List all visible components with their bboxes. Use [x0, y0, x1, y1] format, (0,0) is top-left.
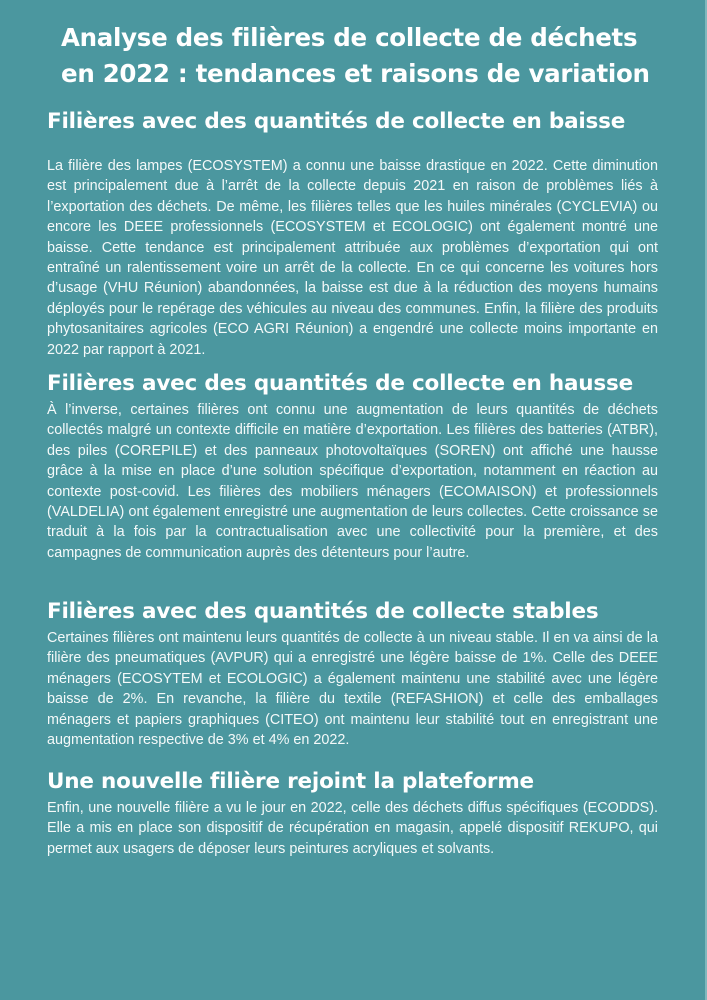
section-body-hausse: À l’inverse, certaines filières ont connu une augmentation de leurs quantités de déchets collectés malgré un contexte difficile en matière d’exportation. Les filières des batteries (ATBR), des piles (COREPILE) et des panneaux photovoltaïques (SOREN) ont affiché une hausse grâce à la mise en place d’une solution spécifique d’exportation, notamment en réaction au contexte post-covid. Les filières des mobiliers ménagers (ECOMAISON) et professionnels (VALDELIA) ont également enregistré une augmentation de leurs collectes. Cette croissance se traduit à la fois par la contractualisation avec une collectivité pour la première, et des campagnes de communication auprès des détenteurs pour l’autre. [47, 402, 658, 561]
section-heading-baisse: Filières avec des quantités de collecte en baisse [47, 109, 626, 134]
section-body-baisse: La filière des lampes (ECOSYSTEM) a connu une baisse drastique en 2022. Cette diminution est principalement due à l’arrêt de la collecte depuis 2021 en raison de problèmes liés à l’exportation des déchets. De même, les filières telles que les huiles minérales (CYCLEVIA) ou encore les DEEE professionnels (ECOSYSTEM et ECOLOGIC) ont également montré une baisse. Cette tendance est principalement attribuée aux problèmes d’exportation qui ont entraîné un ralentissement voire un arrêt de la collecte. En ce qui concerne les voitures hors d’usage (VHU Réunion) abandonnées, la baisse est due à la réduction des moyens humains déployés pour le repérage des véhicules au niveau des communes. Enfin, la filière des produits phytosanitaires agricoles (ECO AGRI Réunion) a engendré une collecte moins importante en 2022 par rapport à 2021. [47, 158, 658, 358]
section-heading-stables: Filières avec des quantités de collecte stables [47, 599, 599, 624]
section-baisse [47, 108, 658, 360]
page-title [61, 20, 661, 92]
page-title-line-2: en 2022 : tendances et raisons de variation [61, 59, 650, 88]
page-title-line-1: Analyse des filières de collecte de déchets [61, 23, 638, 52]
section-body-stables: Certaines filières ont maintenu leurs quantités de collecte à un niveau stable. Il en va ainsi de la filière des pneumatiques (AVPUR) qui a enregistré une légère baisse de 1%. Celle des DEEE ménagers (ECOSYTEM et ECOLOGIC) a également maintenu une stabilité avec une légère baisse de 2%. En revanche, la filière du textile (REFASHION) et celle des emballages ménagers et papiers graphiques (CITEO) ont maintenu leur stabilité tout en enregistrant une augmentation respective de 3% et 4% en 2022. [47, 630, 658, 749]
section-body-nouvelle-filiere: Enfin, une nouvelle filière a vu le jour en 2022, celle des déchets diffus spécifiques (ECODDS). Elle a mis en place son dispositif de récupération en magasin, appelé dispositif REKUPO, qui permet aux usagers de déposer leurs peintures acryliques et solvants. [47, 800, 658, 857]
section-heading-nouvelle-filiere: Une nouvelle filière rejoint la plateforme [47, 769, 534, 794]
section-heading-hausse: Filières avec des quantités de collecte en hausse [47, 371, 633, 396]
section-hausse [47, 370, 658, 563]
section-stables [47, 598, 658, 750]
section-nouvelle-filiere [47, 768, 658, 859]
